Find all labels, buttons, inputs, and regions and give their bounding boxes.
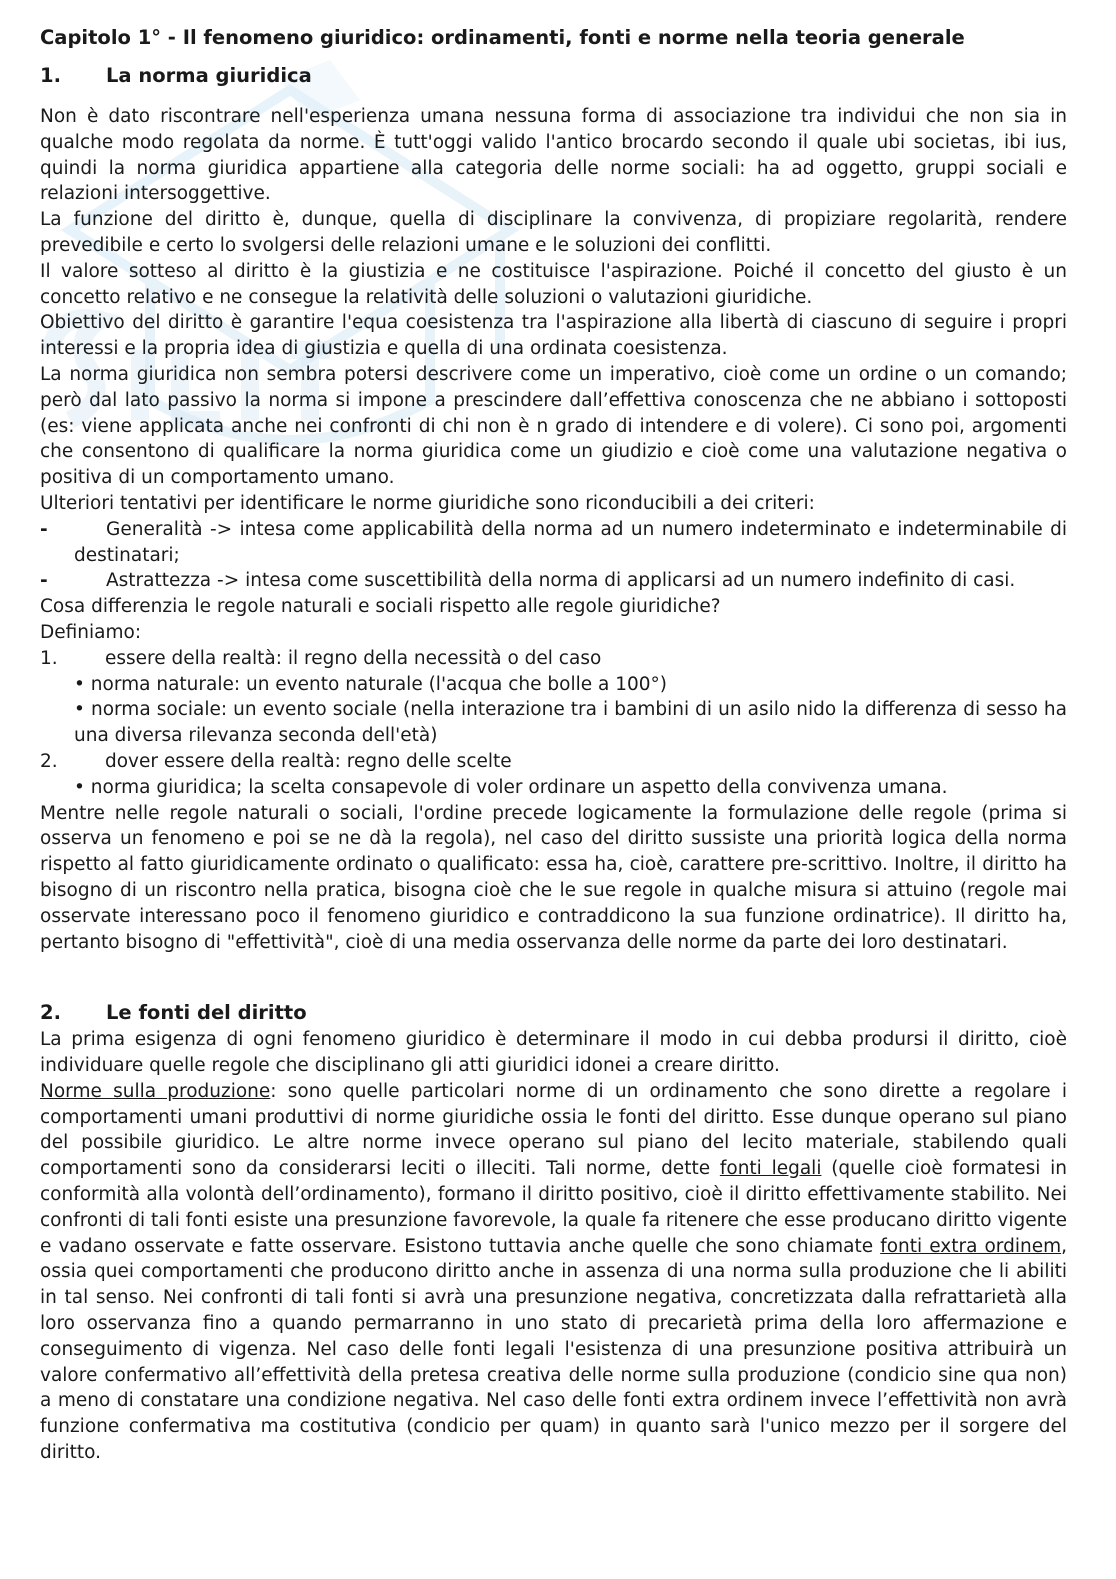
question: Cosa differenzia le regole naturali e sociali rispetto alle regole giuridiche? — [40, 596, 721, 618]
paragraph: Obiettivo del diritto è garantire l'equa coesistenza tra l'aspirazione alla libertà di ciascuno di seguire i propri interessi e la propria idea di giustizia e quella di una ordinata coesistenza. — [40, 312, 1067, 360]
paragraph: Il valore sotteso al diritto è la giustizia e ne costituisce l'aspirazione. Poiché il concetto del giusto è un concetto relativo e ne consegue la relatività delle soluzioni o valutazioni giuridiche. — [40, 260, 1067, 308]
list-number: 2. — [40, 750, 58, 772]
list-marker: - — [40, 518, 48, 540]
paragraph: La funzione del diritto è, dunque, quella di disciplinare la convivenza, di propiziare regolarità, rendere prevedibile e certo lo svolgersi delle relazioni umane e le soluzioni dei conflitti. — [40, 209, 1067, 256]
bullet-item: • norma naturale: un evento naturale (l'acqua che bolle a 100°) — [74, 673, 667, 695]
text-run: : sono quelle particolari norme di un ordinamento che sono dirette a regolare i comportamenti umani produttivi di norme giuridiche ossia le fonti del diritto. Esse dunque operano sul piano del possibile giuridico. Le altre norme invece operano sul piano del lecito materiale, stabilendo quali comportamenti sono da considerarsi leciti o illeciti. Tali norme, dette — [40, 1080, 1067, 1180]
term-fonti-legali: fonti legali — [719, 1158, 822, 1180]
section-1-number: 1. — [40, 64, 61, 87]
document-page — [40, 24, 1067, 1466]
numbered-item-1 — [40, 646, 1067, 672]
term-norme-sulla-produzione: Norme sulla produzione — [40, 1080, 271, 1102]
criteria-text: Generalità -> intesa come applicabilità della norma ad un numero indeterminato e indeterminabile di destinatari; — [74, 518, 1067, 566]
term-fonti-extra-ordinem: fonti extra ordinem — [880, 1235, 1062, 1257]
paragraph: Ulteriori tentativi per identificare le norme giuridiche sono riconducibili a dei criteri: — [40, 492, 815, 514]
section-1-title: La norma giuridica — [106, 64, 312, 87]
numbered-item-2 — [40, 749, 1067, 775]
paragraph: Mentre nelle regole naturali o sociali, l'ordine precede logicamente la formulazione delle regole (prima si osserva un fenomeno e poi se ne dà la regola), nel caso del diritto sussiste una priorità logica della norma rispetto al fatto giuridicamente ordinato o qualificato: essa ha, cioè, carattere pre-scrittivo. Inoltre, il diritto ha bisogno di un riscontro nella pratica, bisogna cioè che le sue regole in qualche misura si attuino (regole mai osservate interessano poco il fenomeno giuridico e contraddicono la sua funzione ordinatrice). Il diritto ha, pertanto bisogno di "effettività", cioè di una media osservanza delle norme da parte dei loro destinatari. — [40, 802, 1067, 953]
paragraph: La norma giuridica non sembra potersi descrivere come un imperativo, cioè come un ordine o un comando; però dal lato passivo la norma si impone a prescindere dall’effettiva conoscenza che ne abbiano i sottoposti (es: viene applicata anche nei confronti di chi non è n grado di intendere e di volere). Ci sono poi, argomenti che consentono di qualificare la norma giuridica come un giudizio e cioè come una valutazione negativa o positiva di un comportamento umano. — [40, 363, 1067, 489]
bullet-item: • norma sociale: un evento sociale (nella interazione tra i bambini di un asilo nido la differenza di sesso ha una diversa rilevanza seconda dell'età) — [74, 699, 1067, 747]
section-1-heading — [40, 62, 1067, 90]
criteria-text: Astrattezza -> intesa come suscettibilità della norma di applicarsi ad un numero indefinito di casi. — [106, 570, 1016, 592]
list-marker: - — [40, 570, 48, 592]
section-2-number: 2. — [40, 1001, 61, 1025]
chapter-title: Capitolo 1° - Il fenomeno giuridico: ordinamenti, fonti e norme nella teoria generale — [40, 26, 965, 49]
text-run: (quelle cioè formatesi in conformità alla volontà dell’ordinamento), formano il diritto positivo, cioè il diritto effettivamente stabilito. Nei confronti di tali fonti esiste una presunzione favorevole, la quale fa ritenere che esse producano diritto vigente e vadano osservate e fatte osservare. Esistono tuttavia anche quelle che sono chiamate — [40, 1158, 1067, 1257]
section-2-heading — [40, 999, 1067, 1027]
numbered-item-text: dover essere della realtà: regno delle scelte — [105, 750, 512, 772]
paragraph: La prima esigenza di ogni fenomeno giuridico è determinare il modo in cui debba prodursi il diritto, cioè individuare quelle regole che disciplinano gli atti giuridici idonei a creare diritto. — [40, 1029, 1067, 1077]
text-run: , ossia quei comportamenti che producono diritto anche in assenza di una norma sulla produzione che li abiliti in tal senso. Nei confronti di tali fonti si avrà una presunzione negativa, concretizzata dalla refrattarietà alla loro osservanza fino a quando permarranno in uno stato di precarietà prima della loro affermazione e conseguimento di vigenza. Nel caso delle fonti legali l'esistenza di una presunzione positiva attribuirà un valore confermativo all’effettività della pretesa creativa delle norme sulla produzione (condicio sine qua non) a meno di constatare una condizione negativa. Nel caso delle fonti extra ordinem invece l’effettività non avrà funzione confermativa ma costitutiva (condicio per quam) in quanto sarà l'unico mezzo per il sorgere del diritto. — [40, 1235, 1067, 1464]
paragraph: Non è dato riscontrare nell'esperienza umana nessuna forma di associazione tra individui che non sia in qualche modo regolata da norme. È tutt'oggi valido l'antico brocardo secondo il quale ubi societas, ibi ius, quindi la norma giuridica appartiene alla categoria delle norme sociali: ha ad oggetto, gruppi sociali e relazioni intersoggettive. — [40, 106, 1067, 205]
list-number: 1. — [40, 647, 58, 669]
define-label: Definiamo: — [40, 621, 142, 643]
criteria-item-generalita — [40, 517, 1067, 569]
bullet-item: • norma giuridica; la scelta consapevole di voler ordinare un aspetto della convivenza umana. — [74, 776, 948, 798]
criteria-item-astrattezza — [40, 568, 1067, 594]
numbered-item-text: essere della realtà: il regno della necessità o del caso — [105, 647, 602, 669]
paragraph-fonti — [40, 1079, 1067, 1466]
section-2-title: Le fonti del diritto — [106, 1001, 307, 1025]
